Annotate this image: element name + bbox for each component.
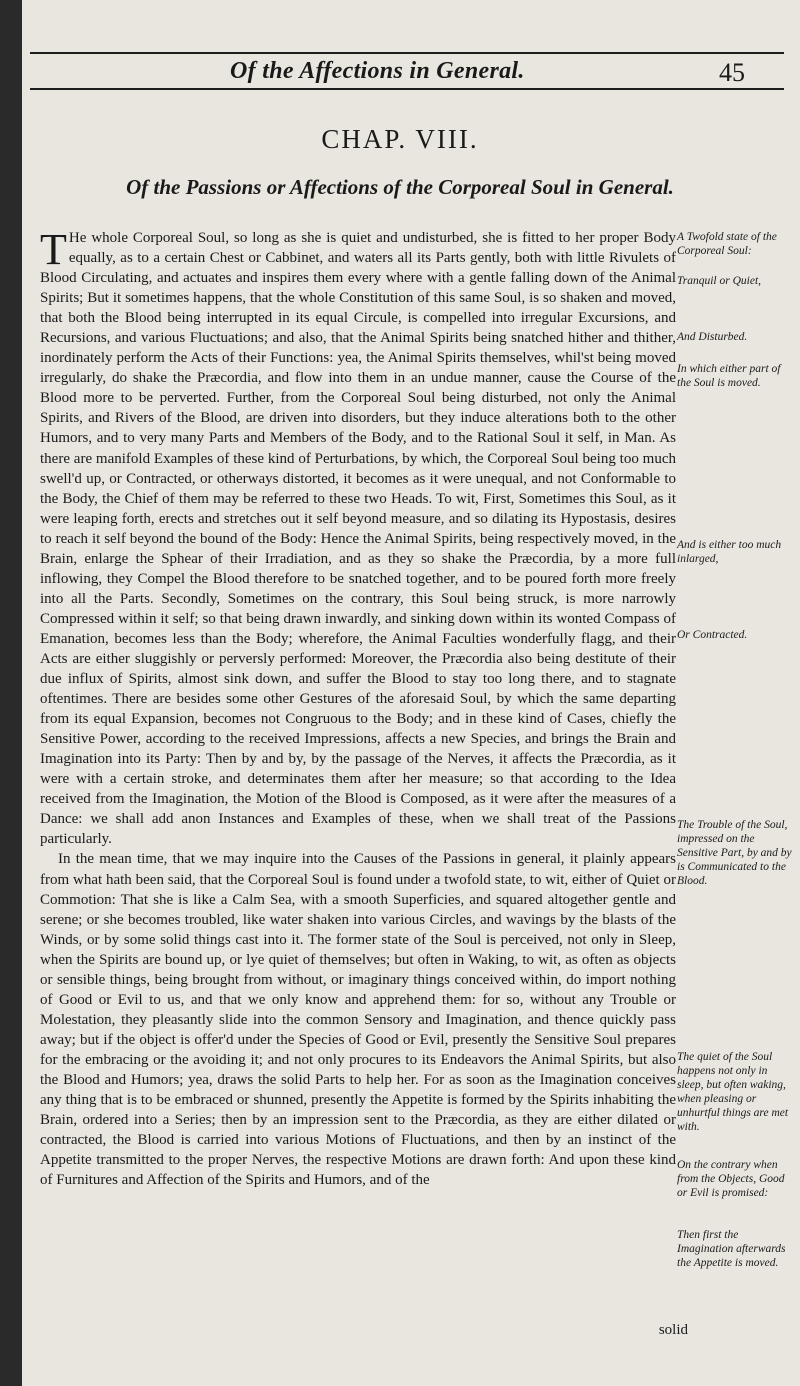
marginal-note: In which either part of the Soul is moved. (677, 363, 781, 389)
marginal-note: And is either too much inlarged, (677, 539, 782, 565)
running-title: Of the Affections in General. (230, 58, 525, 84)
header-rule-top (30, 52, 784, 54)
page-number: 45 (719, 58, 745, 87)
paragraph-2: In the mean time, that we may inquire into the Causes of the Passions in general, it plainly appears from what hath been said, that the Corporeal Soul is found under a twofold state, to wit, either of Quiet or Commotion: That she is like a Calm Sea, with a smooth Superficies, and squared altogether gentle and serene; or she becomes troubled, like water shaken into various Circles, and wavings by the blasts of the Winds, or by some solid things cast into it. The former state of the Soul is perceived, not only in Sleep, when the Spirits are bound up, or lye quiet of themselves; but often in Waking, to wit, as often as objects or sensible things, being brought from without, or imaginary things conceived within, do import nothing of Good or Evil to us, and that we only know and apprehend them: for so, without any Trouble or Molestation, they pleasantly slide into the common Sensory and Imagination, and thence quickly pass away; but if the object is offer'd under the Species of Good or Evil, presently the Sensitive Soul prepares for the embracing or the avoiding it; and not only procures to its Endeavors the Animal Spirits, but also the Blood and Humors; yea, draws the solid Parts to help her. For as soon as the Imagination conceives any thing that is to be embraced or shunned, presently the Appetite is formed by the Spirits inhabiting the Brain, ordered into a Series; then by an impression sent to the Præcordia, as they are either dilated or contracted, the Blood is carried into various Motions of Fluctuations, and then by an instinct of the Appetite transmitted to the proper Nerves, the respective Motions are drawn forth: And upon these kind of Furnitures and Affection of the Spirits and Humors, and of the (40, 851, 676, 1189)
marginal-note: A Twofold state of the Corporeal Soul: (677, 231, 777, 257)
main-text (40, 225, 676, 1190)
paragraph-1 (40, 225, 676, 849)
marginal-note: Tranquil or Quiet, (677, 275, 762, 287)
marginal-note: Or Contracted. (677, 629, 748, 641)
drop-cap: T (40, 225, 67, 274)
marginal-note: On the contrary when from the Objects, Good or Evil is promised: (677, 1159, 785, 1199)
marginal-note: The Trouble of the Soul, impressed on the Sensitive Part, by and by is Communicated to the Blood. (677, 819, 792, 887)
paragraph-1-text: He whole Corporeal Soul, so long as she is quiet and undisturbed, she is fitted to her proper Body equally, as to a certain Chest or Cabbinet, and waters all its Parts gently, both with little Rivulets of Blood Circulating, and actuates and inspires them every where with a gentle falling down of the Animal Spirits; But it sometimes happens, that the whole Constitution of this same Soul, is so shaken and moved, that both the Blood being interrupted in its equal Circule, is compelled into irregular Excursions, and Recursions, and various Fluctuations; and also, that the Animal Spirits being snatched hither and thither, inordinately perform the Acts of their Functions: yea, the Animal Spirits themselves, whil'st being moved irregularly, do shake the Præcordia, and flow into them in an undue manner, cause the Course of the Blood more to be perverted. Further, from the Corporeal Soul being disturbed, not only the Animal Spirits, and Rivers of the Blood, are driven into disorders, but they induce alterations both to the other Humors, and to very many Parts and Members of the Body, and to the Rational Soul it self, in Man. As there are manifold Examples of these kind of Perturbations, by which, the Corporeal Soul being too much swell'd up, or Contracted, or otherways distorted, it becomes as it were unequal, and not Conformable to the Body, the Chief of them may be referred to these two Heads. To wit, First, Sometimes this Soul, as it were leaping forth, erects and stretches out it self beyond measure, and so dilating its Hypostasis, desires to reach it self beyond the bound of the Body: Hence the Animal Spirits, being respectively moved, in the Brain, enlarge the Sphear of their Irradiation, and as they so shake the Præcordia, by a more full inflowing, they Compel the Blood therefore to be snatched together, and to be poured forth more freely into all the Parts. Secondly, Sometimes on the contrary, this Soul being struck, is more narrowly Compressed within it self; so that being drawn inwardly, and sinking down within its wonted Compass of Emanation, becomes less than the Body; wherefore, the Animal Faculties wonderfully flagg, and their Acts are either sluggishly or perversly performed: Moreover, the Præcordia also being destitute of their due influx of Spirits, almost sink down, and suffer the Blood to stay too long there, and to stagnate oftentimes. There are besides some other Gestures of the aforesaid Soul, by which the same departing from its equal Expansion, becomes not Congruous to the Body; and in these kind of Cases, chiefly the Sensitive Power, according to the received Impressions, affects a new Species, and brings the Brain and Imagination into its Party: Then by and by, by the passage of the Nerves, it affects the Præcordia, as it were with a certain stroke, and determinates them after her measure; so that according to the Idea received from the Imagination, the Motion of the Blood is Composed, as it were after the measures of a Dance: we shall add anon Instances and Examples of these, when we shall treat of the Passions particularly. (40, 230, 676, 848)
chapter-title: Of the Passions or Affections of the Corporeal Soul in General. (126, 175, 674, 199)
marginal-notes (677, 228, 795, 1338)
header-rule-bottom (30, 88, 784, 90)
chapter-heading: CHAP. VIII. (321, 124, 479, 154)
binding-gutter (0, 0, 22, 1386)
marginal-note: Then first the Imagination afterwards the Appetite is moved. (677, 1229, 786, 1269)
marginal-note: The quiet of the Soul happens not only in sleep, but often waking, when pleasing or unhurtful things are met with. (677, 1051, 789, 1133)
marginal-note: And Disturbed. (677, 331, 748, 343)
catchword: solid (658, 1322, 688, 1338)
